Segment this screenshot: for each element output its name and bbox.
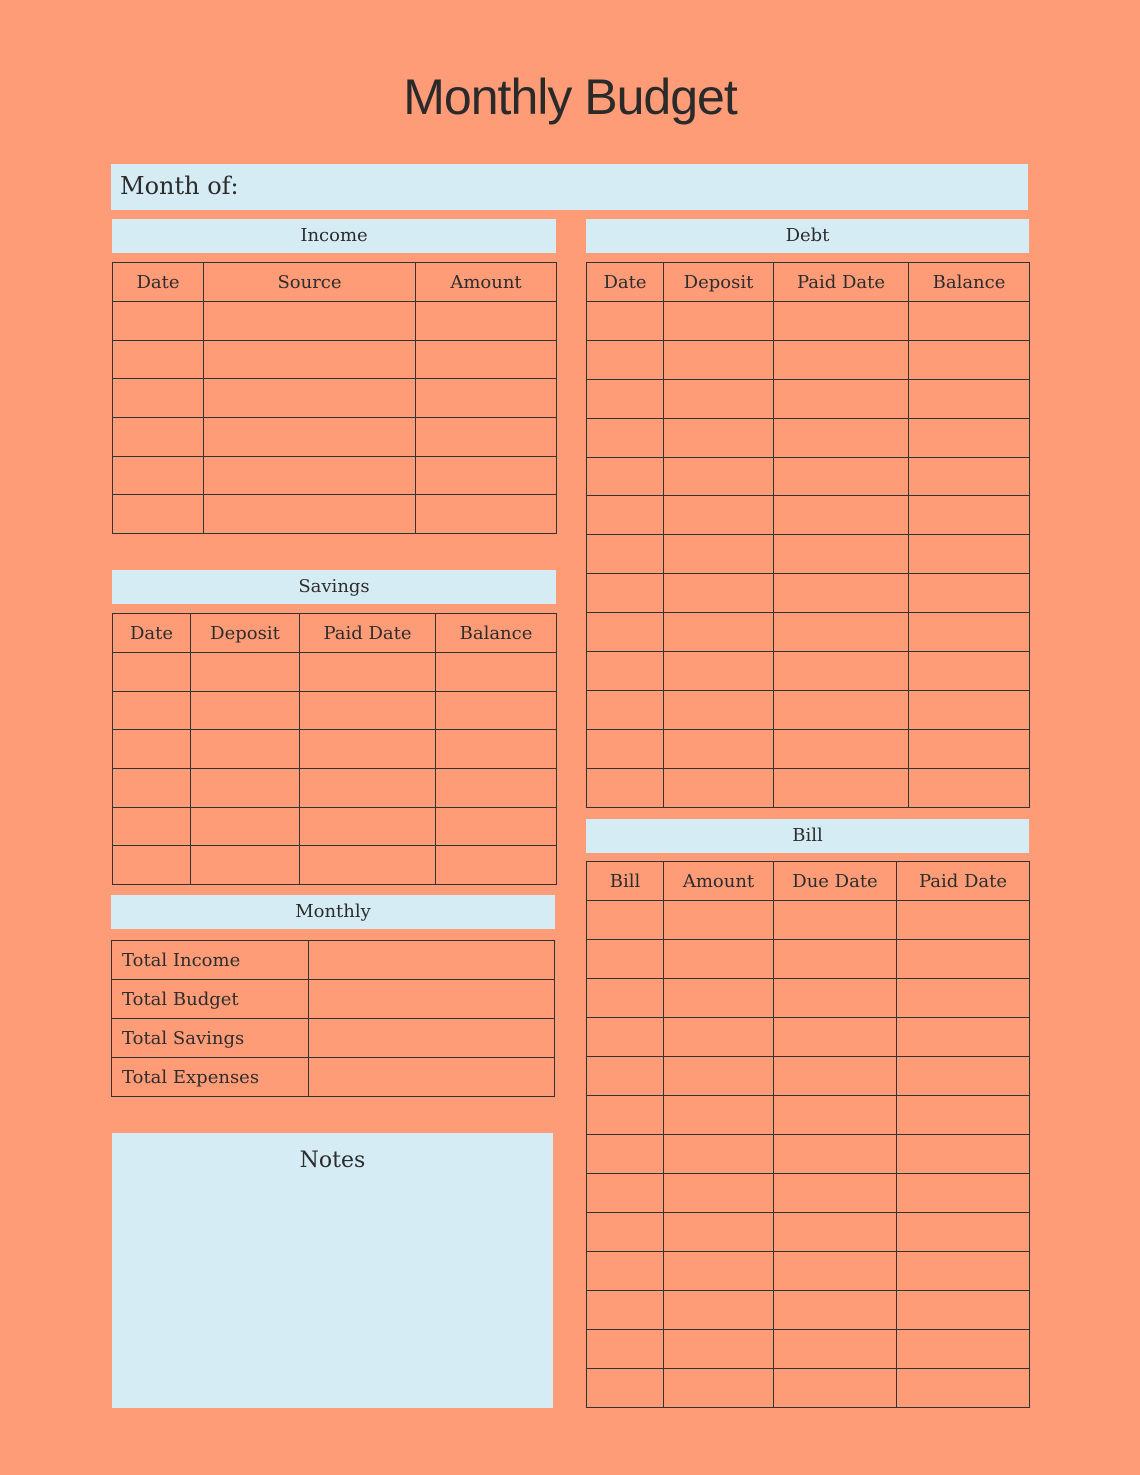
notes-heading: Notes [299, 1148, 366, 1173]
bill-cell[interactable] [774, 1135, 897, 1174]
income-cell[interactable] [204, 456, 416, 495]
income-row [113, 456, 557, 495]
debt-cell[interactable] [774, 418, 909, 457]
bill-cell[interactable] [774, 1018, 897, 1057]
bill-cell[interactable] [587, 1018, 664, 1057]
debt-row [587, 690, 1030, 729]
income-table [112, 262, 557, 534]
bill-cell[interactable] [897, 1018, 1030, 1057]
bill-row [587, 1057, 1030, 1096]
income-cell[interactable] [113, 340, 204, 379]
debt-cell[interactable] [587, 768, 664, 807]
savings-cell[interactable] [300, 769, 436, 808]
bill-cell[interactable] [664, 1252, 774, 1291]
bill-cell[interactable] [774, 1213, 897, 1252]
debt-cell[interactable] [909, 768, 1030, 807]
debt-cell[interactable] [909, 574, 1030, 613]
income-cell[interactable] [204, 302, 416, 341]
bill-cell[interactable] [897, 1057, 1030, 1096]
total-income-label: Total Income [112, 941, 309, 980]
income-col-source: Source [204, 263, 416, 302]
bill-cell[interactable] [664, 1291, 774, 1330]
income-cell[interactable] [416, 340, 557, 379]
debt-row [587, 613, 1030, 652]
debt-heading: Debt [586, 219, 1029, 253]
income-col-amount: Amount [416, 263, 557, 302]
debt-cell[interactable] [664, 574, 774, 613]
income-cell[interactable] [416, 495, 557, 534]
debt-cell[interactable] [774, 574, 909, 613]
bill-cell[interactable] [587, 1330, 664, 1369]
savings-col-date: Date [113, 614, 191, 653]
savings-cell[interactable] [436, 846, 557, 885]
bill-table [586, 861, 1030, 1408]
bill-cell[interactable] [587, 1252, 664, 1291]
bill-cell[interactable] [897, 1096, 1030, 1135]
debt-row [587, 302, 1030, 341]
bill-row [587, 1291, 1030, 1330]
savings-cell[interactable] [191, 730, 300, 769]
debt-cell[interactable] [909, 418, 1030, 457]
bill-cell[interactable] [897, 1213, 1030, 1252]
bill-cell[interactable] [774, 979, 897, 1018]
debt-cell[interactable] [774, 457, 909, 496]
savings-cell[interactable] [113, 807, 191, 846]
bill-cell[interactable] [664, 1330, 774, 1369]
debt-table [586, 262, 1030, 808]
total-savings-value[interactable] [309, 1019, 555, 1058]
total-expenses-value[interactable] [309, 1058, 555, 1097]
bill-cell[interactable] [664, 1369, 774, 1408]
bill-cell[interactable] [897, 1174, 1030, 1213]
debt-col-balance: Balance [909, 263, 1030, 302]
bill-row [587, 940, 1030, 979]
debt-cell[interactable] [587, 613, 664, 652]
debt-cell[interactable] [774, 340, 909, 379]
debt-cell[interactable] [664, 652, 774, 691]
debt-cell[interactable] [664, 768, 774, 807]
savings-row [113, 769, 557, 808]
total-savings-label: Total Savings [112, 1019, 309, 1058]
bill-row [587, 1369, 1030, 1408]
debt-cell[interactable] [909, 652, 1030, 691]
bill-cell[interactable] [587, 1213, 664, 1252]
savings-cell[interactable] [436, 769, 557, 808]
savings-cell[interactable] [113, 730, 191, 769]
bill-cell[interactable] [664, 901, 774, 940]
debt-cell[interactable] [664, 302, 774, 341]
savings-cell[interactable] [191, 653, 300, 692]
income-row [113, 302, 557, 341]
bill-cell[interactable] [587, 1174, 664, 1213]
bill-cell[interactable] [774, 940, 897, 979]
bill-row [587, 901, 1030, 940]
debt-cell[interactable] [909, 302, 1030, 341]
bill-cell[interactable] [774, 1174, 897, 1213]
bill-cell[interactable] [897, 1135, 1030, 1174]
savings-col-balance: Balance [436, 614, 557, 653]
debt-cell[interactable] [664, 340, 774, 379]
debt-cell[interactable] [587, 535, 664, 574]
savings-row [113, 691, 557, 730]
debt-cell[interactable] [774, 729, 909, 768]
debt-cell[interactable] [664, 613, 774, 652]
debt-cell[interactable] [909, 496, 1030, 535]
debt-cell[interactable] [664, 379, 774, 418]
bill-cell[interactable] [664, 1096, 774, 1135]
total-budget-label: Total Budget [112, 980, 309, 1019]
savings-cell[interactable] [191, 807, 300, 846]
debt-cell[interactable] [774, 690, 909, 729]
debt-col-date: Date [587, 263, 664, 302]
bill-cell[interactable] [897, 1291, 1030, 1330]
debt-col-paid-date: Paid Date [774, 263, 909, 302]
income-heading: Income [112, 219, 556, 253]
debt-cell[interactable] [774, 535, 909, 574]
income-cell[interactable] [416, 456, 557, 495]
debt-row [587, 496, 1030, 535]
bill-cell[interactable] [774, 1291, 897, 1330]
income-cell[interactable] [113, 418, 204, 457]
bill-cell[interactable] [774, 1057, 897, 1096]
savings-cell[interactable] [436, 653, 557, 692]
savings-cell[interactable] [113, 769, 191, 808]
savings-cell[interactable] [191, 769, 300, 808]
bill-cell[interactable] [897, 1369, 1030, 1408]
total-expenses-label: Total Expenses [112, 1058, 309, 1097]
bill-cell[interactable] [774, 901, 897, 940]
debt-cell[interactable] [909, 729, 1030, 768]
total-income-value[interactable] [309, 941, 555, 980]
debt-cell[interactable] [774, 496, 909, 535]
bill-col-amount: Amount [664, 862, 774, 901]
bill-cell[interactable] [587, 1096, 664, 1135]
bill-col-paid-date: Paid Date [897, 862, 1030, 901]
debt-cell[interactable] [587, 652, 664, 691]
debt-cell[interactable] [664, 690, 774, 729]
income-col-date: Date [113, 263, 204, 302]
bill-cell[interactable] [664, 1213, 774, 1252]
debt-cell[interactable] [664, 418, 774, 457]
income-row [113, 495, 557, 534]
month-of-label: Month of: [120, 172, 239, 200]
savings-row [113, 653, 557, 692]
bill-row [587, 1135, 1030, 1174]
income-cell[interactable] [204, 379, 416, 418]
savings-cell[interactable] [300, 653, 436, 692]
debt-cell[interactable] [909, 535, 1030, 574]
debt-cell[interactable] [664, 729, 774, 768]
bill-cell[interactable] [774, 1252, 897, 1291]
debt-cell[interactable] [587, 729, 664, 768]
savings-cell[interactable] [300, 846, 436, 885]
savings-cell[interactable] [113, 653, 191, 692]
debt-cell[interactable] [587, 418, 664, 457]
debt-cell[interactable] [774, 379, 909, 418]
savings-cell[interactable] [436, 691, 557, 730]
income-cell[interactable] [204, 340, 416, 379]
bill-cell[interactable] [664, 1018, 774, 1057]
debt-row [587, 652, 1030, 691]
debt-col-deposit: Deposit [664, 263, 774, 302]
income-cell[interactable] [416, 302, 557, 341]
bill-col-due-date: Due Date [774, 862, 897, 901]
total-budget-value[interactable] [309, 980, 555, 1019]
savings-cell[interactable] [300, 691, 436, 730]
bill-row [587, 1174, 1030, 1213]
bill-cell[interactable] [664, 1057, 774, 1096]
savings-row [113, 730, 557, 769]
bill-cell[interactable] [587, 901, 664, 940]
savings-col-paid-date: Paid Date [300, 614, 436, 653]
income-cell[interactable] [113, 302, 204, 341]
income-cell[interactable] [204, 418, 416, 457]
savings-cell[interactable] [436, 730, 557, 769]
bill-cell[interactable] [897, 940, 1030, 979]
bill-row [587, 1018, 1030, 1057]
debt-cell[interactable] [909, 340, 1030, 379]
income-cell[interactable] [113, 456, 204, 495]
debt-cell[interactable] [587, 690, 664, 729]
notes-panel[interactable] [112, 1133, 553, 1408]
debt-cell[interactable] [774, 652, 909, 691]
bill-heading: Bill [586, 819, 1029, 853]
income-cell[interactable] [416, 418, 557, 457]
bill-row [587, 1330, 1030, 1369]
debt-cell[interactable] [909, 613, 1030, 652]
month-of-field[interactable] [111, 164, 1028, 210]
savings-cell[interactable] [191, 846, 300, 885]
bill-cell[interactable] [587, 1291, 664, 1330]
savings-cell[interactable] [300, 730, 436, 769]
debt-cell[interactable] [587, 379, 664, 418]
income-row [113, 418, 557, 457]
debt-row [587, 379, 1030, 418]
savings-cell[interactable] [113, 846, 191, 885]
bill-row [587, 979, 1030, 1018]
debt-cell[interactable] [587, 302, 664, 341]
bill-cell[interactable] [897, 1330, 1030, 1369]
debt-row [587, 729, 1030, 768]
bill-col-bill: Bill [587, 862, 664, 901]
monthly-heading: Monthly [111, 895, 555, 929]
debt-cell[interactable] [909, 379, 1030, 418]
income-row [113, 379, 557, 418]
monthly-table [111, 940, 555, 1097]
debt-cell[interactable] [587, 340, 664, 379]
debt-cell[interactable] [909, 457, 1030, 496]
savings-cell[interactable] [191, 691, 300, 730]
bill-cell[interactable] [897, 979, 1030, 1018]
bill-cell[interactable] [587, 940, 664, 979]
bill-cell[interactable] [587, 1369, 664, 1408]
debt-cell[interactable] [774, 768, 909, 807]
income-cell[interactable] [204, 495, 416, 534]
debt-cell[interactable] [664, 457, 774, 496]
bill-cell[interactable] [664, 1135, 774, 1174]
bill-cell[interactable] [774, 1369, 897, 1408]
debt-cell[interactable] [909, 690, 1030, 729]
bill-cell[interactable] [897, 1252, 1030, 1291]
debt-cell[interactable] [587, 496, 664, 535]
bill-cell[interactable] [664, 940, 774, 979]
bill-cell[interactable] [774, 1096, 897, 1135]
savings-cell[interactable] [300, 807, 436, 846]
bill-cell[interactable] [587, 979, 664, 1018]
savings-heading: Savings [112, 570, 556, 604]
income-cell[interactable] [416, 379, 557, 418]
debt-cell[interactable] [774, 613, 909, 652]
bill-row [587, 1252, 1030, 1291]
debt-row [587, 418, 1030, 457]
bill-cell[interactable] [897, 901, 1030, 940]
savings-col-deposit: Deposit [191, 614, 300, 653]
bill-cell[interactable] [664, 1174, 774, 1213]
income-cell[interactable] [113, 379, 204, 418]
income-row [113, 340, 557, 379]
debt-cell[interactable] [587, 457, 664, 496]
debt-row [587, 340, 1030, 379]
page-title: Monthly Budget [403, 69, 737, 125]
savings-row [113, 807, 557, 846]
income-cell[interactable] [113, 495, 204, 534]
debt-cell[interactable] [587, 574, 664, 613]
savings-cell[interactable] [436, 807, 557, 846]
bill-cell[interactable] [587, 1057, 664, 1096]
savings-cell[interactable] [113, 691, 191, 730]
debt-row [587, 574, 1030, 613]
bill-row [587, 1213, 1030, 1252]
debt-cell[interactable] [664, 535, 774, 574]
bill-cell[interactable] [774, 1330, 897, 1369]
debt-row [587, 768, 1030, 807]
debt-row [587, 457, 1030, 496]
debt-cell[interactable] [774, 302, 909, 341]
debt-row [587, 535, 1030, 574]
savings-row [113, 846, 557, 885]
bill-cell[interactable] [664, 979, 774, 1018]
bill-row [587, 1096, 1030, 1135]
debt-cell[interactable] [664, 496, 774, 535]
savings-table [112, 613, 557, 885]
bill-cell[interactable] [587, 1135, 664, 1174]
